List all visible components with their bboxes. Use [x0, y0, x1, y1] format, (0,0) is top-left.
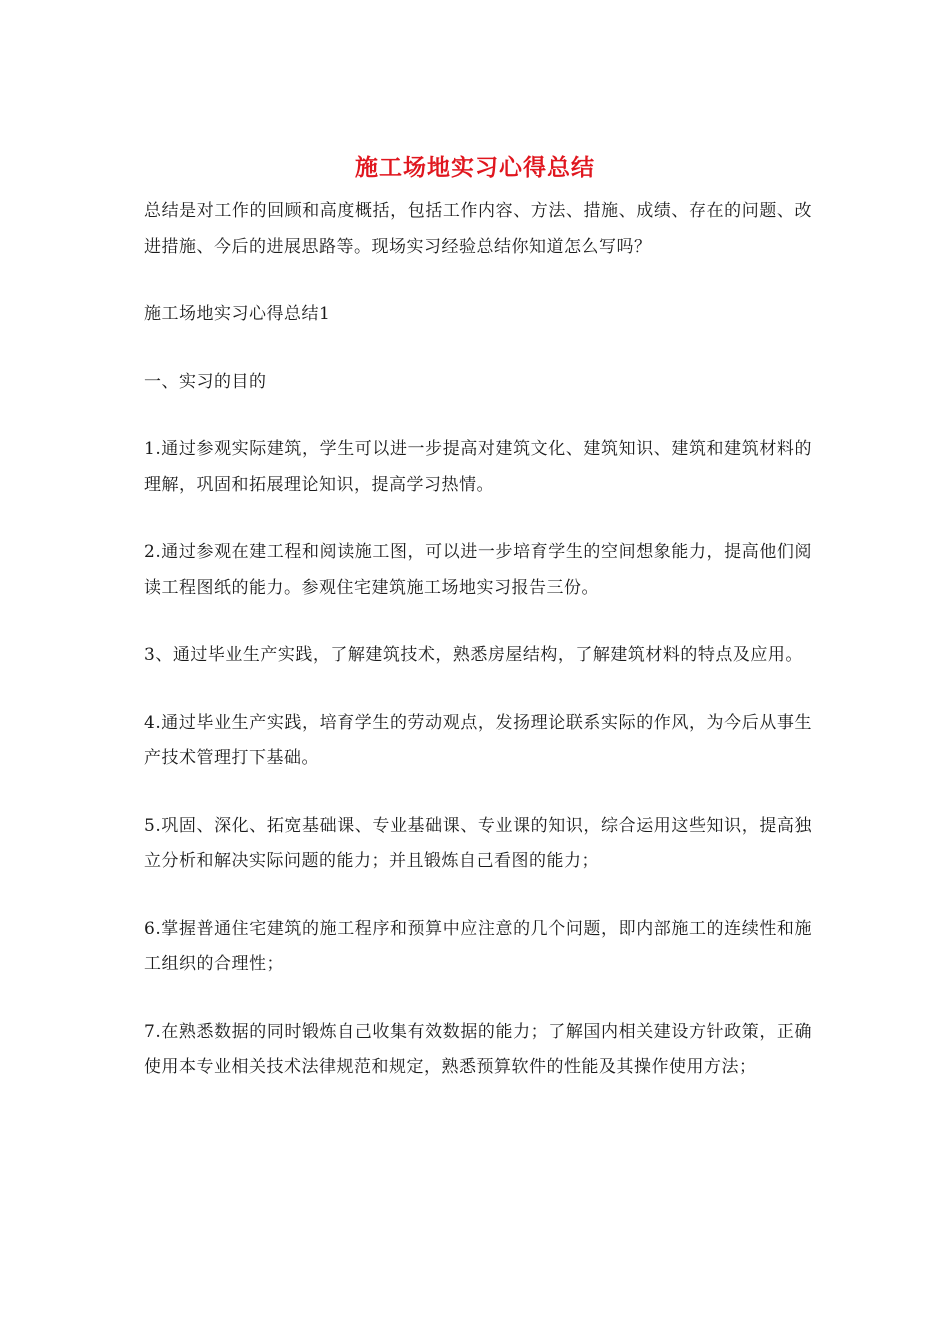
subsection-heading: 一、实习的目的	[144, 371, 267, 392]
list-item: 7.在熟悉数据的同时锻炼自己收集有效数据的能力；了解国内相关建设方针政策，正确使用本专业相关技术法律规范和规定，熟悉预算软件的性能及其操作使用方法；	[144, 1021, 812, 1077]
document-body	[144, 194, 812, 1118]
list-item: 4.通过毕业生产实践，培育学生的劳动观点，发扬理论联系实际的作风，为今后从事生产技术管理打下基础。	[144, 712, 812, 768]
list-item: 6.掌握普通住宅建筑的施工程序和预算中应注意的几个问题，即内部施工的连续性和施工组织的合理性；	[144, 918, 812, 974]
list-item: 5.巩固、深化、拓宽基础课、专业基础课、专业课的知识，综合运用这些知识，提高独立分析和解决实际问题的能力；并且锻炼自己看图的能力；	[144, 815, 812, 871]
intro-paragraph: 总结是对工作的回顾和高度概括，包括工作内容、方法、措施、成绩、存在的问题、改进措施、今后的进展思路等。现场实习经验总结你知道怎么写吗？	[144, 201, 812, 257]
list-item: 3、通过毕业生产实践，了解建筑技术，熟悉房屋结构，了解建筑材料的特点及应用。	[144, 645, 803, 665]
document-title: 施工场地实习心得总结	[355, 154, 595, 181]
section-heading: 施工场地实习心得总结1	[144, 304, 331, 324]
list-item: 1.通过参观实际建筑，学生可以进一步提高对建筑文化、建筑知识、建筑和建筑材料的理解，巩固和拓展理论知识，提高学习热情。	[144, 439, 812, 495]
list-item: 2.通过参观在建工程和阅读施工图，可以进一步培育学生的空间想象能力，提高他们阅读工程图纸的能力。参观住宅建筑施工场地实习报告三份。	[144, 542, 812, 598]
